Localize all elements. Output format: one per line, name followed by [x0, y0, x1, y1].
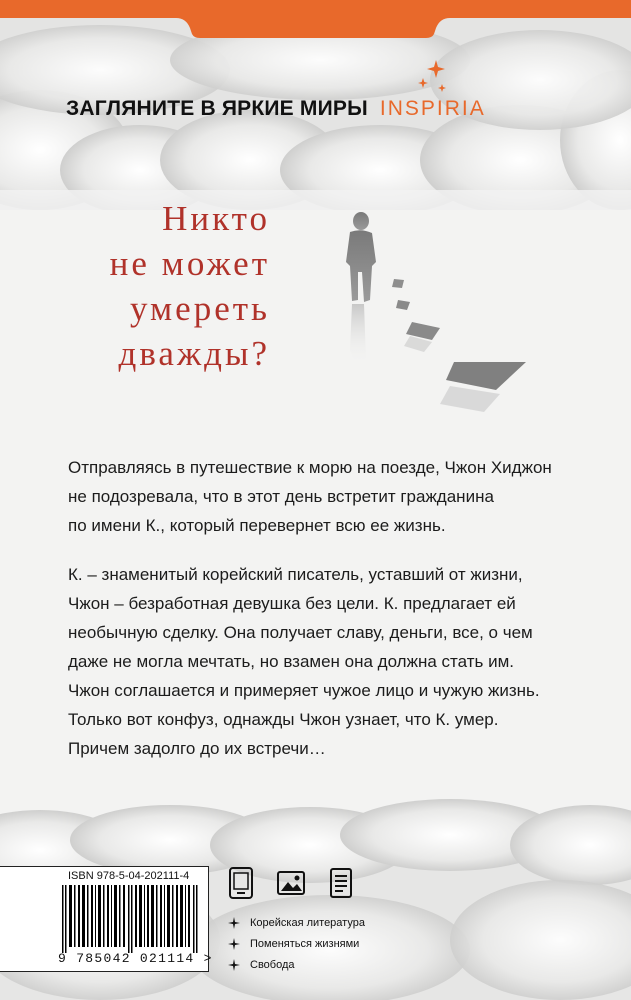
- text-line: необычную сделку. Она получает славу, деньги, все, о чем: [68, 623, 533, 642]
- barcode-image: [60, 885, 200, 953]
- headline-line: Никто: [162, 199, 270, 238]
- tag-item: [228, 954, 428, 975]
- tag-item: [228, 933, 428, 954]
- tag-label: Поменяться жизнями: [250, 937, 360, 950]
- brand-tagline: ЗАГЛЯНИТЕ В ЯРКИЕ МИРЫ: [66, 97, 368, 120]
- star-bullet-icon: [228, 938, 240, 950]
- text-line: даже не могла мечтать, но взамен она должна стать им.: [68, 652, 514, 671]
- headline-line: дважды?: [118, 334, 270, 373]
- barcode-digits: 9 785042 021114 >: [58, 951, 213, 966]
- orange-header-tab: [0, 0, 631, 40]
- star-bullet-icon: [228, 959, 240, 971]
- text-line: по имени К., который перевернет всю ее жизнь.: [68, 516, 446, 535]
- text-line: Причем задолго до их встречи…: [68, 739, 326, 758]
- document-list-icon: [326, 866, 356, 900]
- brand-name: INSPIRIA: [379, 97, 486, 120]
- barcode-block: [0, 866, 213, 972]
- text-line: Отправляясь в путешествие к морю на поезде, Чжон Хиджон: [68, 458, 552, 477]
- tag-label: Свобода: [250, 958, 295, 971]
- walking-figure-illustration: [300, 200, 550, 440]
- text-line: Чжон соглашается и примеряет чужое лицо и чужую жизнь.: [68, 681, 540, 700]
- description-paragraph: [68, 453, 588, 540]
- text-line: Только вот конфуз, однажды Чжон узнает, что К. умер.: [68, 710, 499, 729]
- ebook-icon: [226, 866, 256, 900]
- star-bullet-icon: [228, 917, 240, 929]
- headline-line: умереть: [129, 289, 270, 328]
- text-line: Чжон – безработная девушка без цели. К. предлагает ей: [68, 594, 516, 613]
- image-gallery-icon: [276, 866, 306, 900]
- tag-label: Корейская литература: [250, 916, 365, 929]
- sparkle-stars-icon: [416, 58, 450, 98]
- format-icons: [226, 866, 356, 902]
- text-line: не подозревала, что в этот день встретит гражданина: [68, 487, 494, 506]
- tag-list: [228, 912, 428, 975]
- headline: [60, 196, 270, 376]
- description: [68, 453, 588, 783]
- tag-item: [228, 912, 428, 933]
- description-paragraph: [68, 560, 588, 763]
- headline-line: не может: [109, 244, 270, 283]
- text-line: К. – знаменитый корейский писатель, уставший от жизни,: [68, 565, 523, 584]
- brand-line: [66, 97, 486, 127]
- isbn-text: ISBN 978-5-04-202111-4: [68, 870, 190, 882]
